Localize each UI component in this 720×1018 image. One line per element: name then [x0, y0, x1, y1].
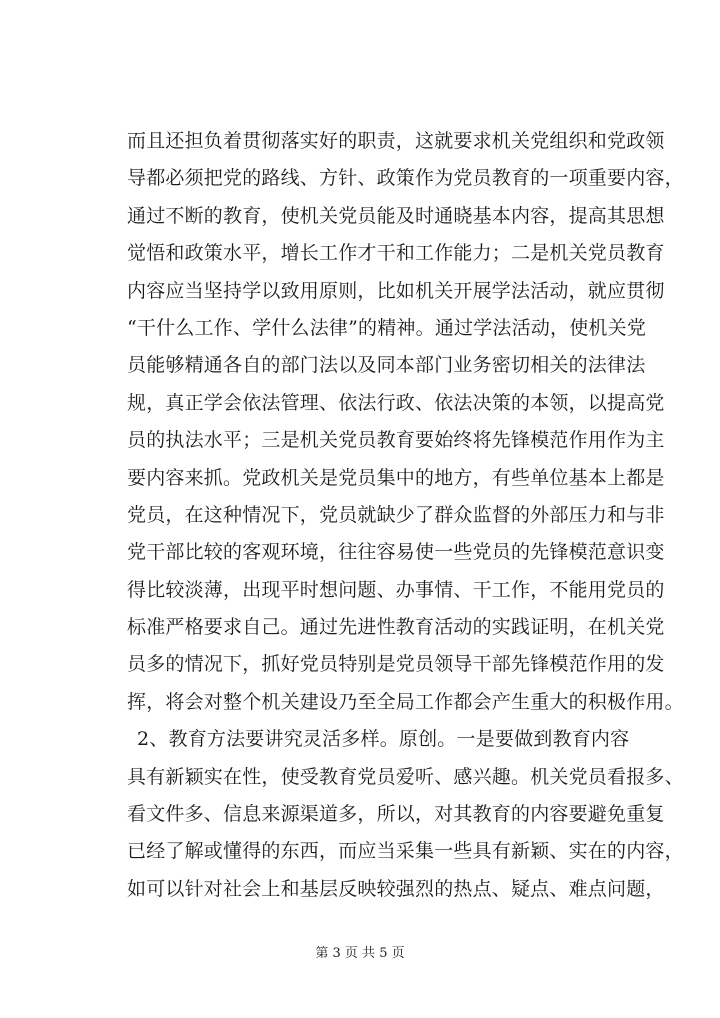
paragraph-end-line: 挥，将会对整个机关建设乃至全局工作都会产生重大的积极作用。	[127, 690, 684, 713]
text-line: 员多的情况下，抓好党员特别是党员领导干部先锋模范作用的发	[127, 653, 665, 676]
page-number-footer: 第 3 页 共 5 页	[315, 946, 405, 961]
text-line: 员能够精通各自的部门法以及同本部门业务密切相关的法律法	[127, 354, 646, 377]
text-line: 觉悟和政策水平，增长工作才干和工作能力；二是机关党员教育	[127, 242, 665, 265]
text-line: 如可以针对社会上和基层反映较强烈的热点、疑点、难点问题，	[127, 877, 665, 900]
text-line: 具有新颖实在性，使受教育党员爱听、感兴趣。机关党员看报多、	[127, 765, 684, 788]
text-line: 得比较淡薄，出现平时想问题、办事情、干工作，不能用党员的	[127, 578, 665, 601]
document-body	[127, 123, 684, 908]
text-line: 员的执法水平；三是机关党员教育要始终将先锋模范作用作为主	[127, 429, 665, 452]
text-line: 要内容来抓。党政机关是党员集中的地方，有些单位基本上都是	[127, 466, 665, 489]
text-line: 导都必须把党的路线、方针、政策作为党员教育的一项重要内容，	[127, 167, 684, 190]
text-line: 党干部比较的客观环境，往往容易使一些党员的先锋模范意识变	[127, 541, 665, 564]
text-line: 内容应当坚持学以致用原则，比如机关开展学法活动，就应贯彻	[127, 279, 665, 302]
text-line: 通过不断的教育，使机关党员能及时通晓基本内容，提高其思想	[127, 204, 665, 227]
text-line: 规，真正学会依法管理、依法行政、依法决策的本领，以提高党	[127, 391, 665, 414]
text-line: 已经了解或懂得的东西，而应当采集一些具有新颖、实在的内容，	[127, 840, 684, 863]
text-line: 看文件多、信息来源渠道多，所以，对其教育的内容要避免重复	[127, 803, 665, 826]
section-heading-line: 2、教育方法要讲究灵活多样。原创。一是要做到教育内容	[137, 728, 630, 751]
text-line: 标准严格要求自己。通过先进性教育活动的实践证明，在机关党	[127, 616, 665, 639]
text-line: 党员，在这种情况下，党员就缺少了群众监督的外部压力和与非	[127, 503, 665, 526]
text-line: 而且还担负着贯彻落实好的职责，这就要求机关党组织和党政领	[127, 130, 665, 152]
text-line: “干什么工作、学什么法律”的精神。通过学法活动，使机关党	[127, 316, 647, 339]
